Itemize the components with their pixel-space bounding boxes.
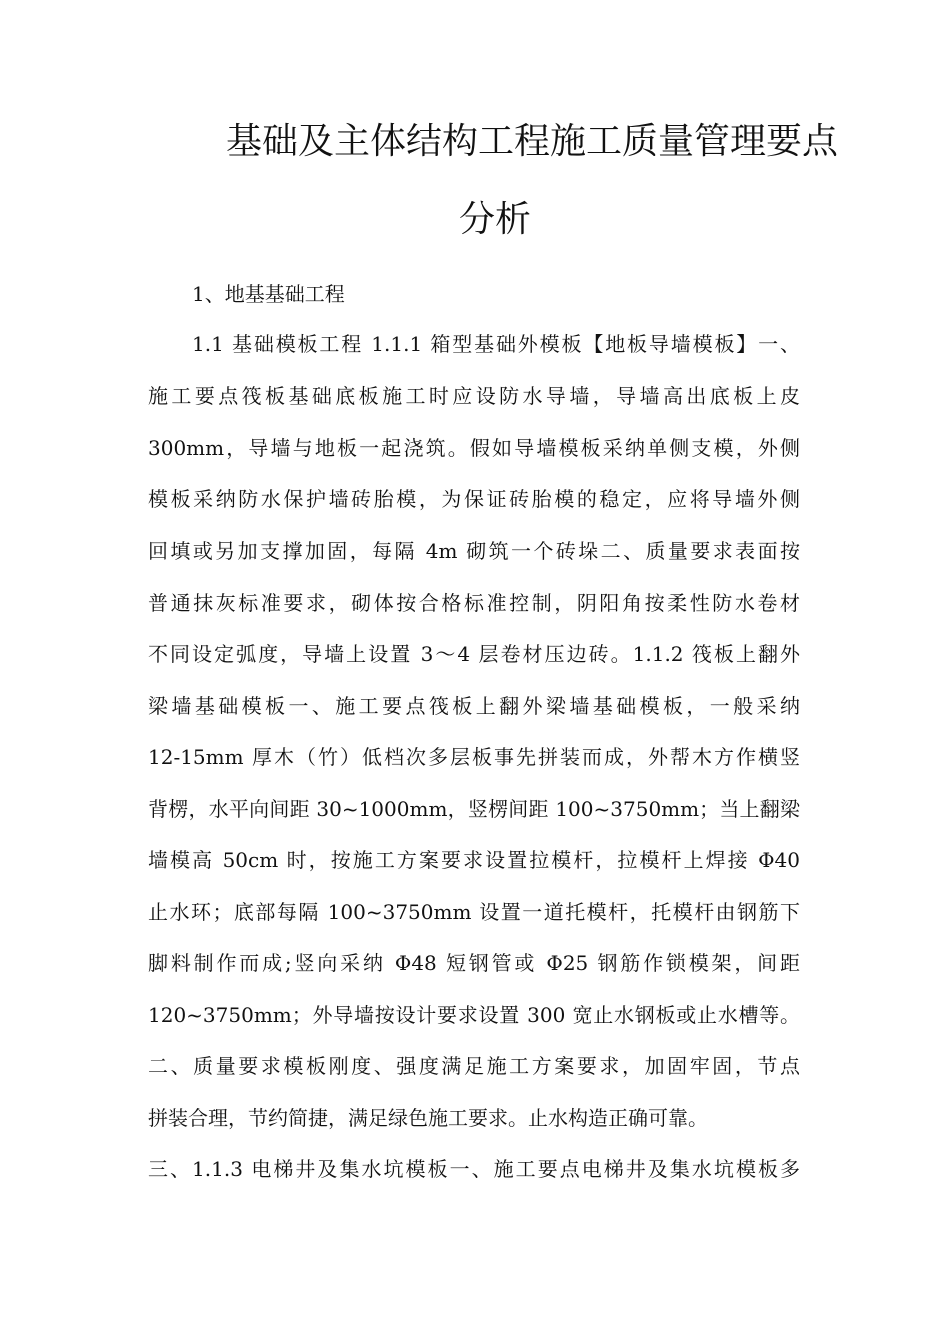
body-line: 施工要点筏板基础底板施工时应设防水导墙，导墙高出底板上皮	[148, 384, 800, 408]
document-title-line-2: 分析	[458, 199, 531, 240]
body-line: 梁墙基础模板一、施工要点筏板上翻外梁墙基础模板，一般采纳	[148, 694, 800, 718]
body-line: 二、质量要求模板刚度、强度满足施工方案要求，加固牢固，节点	[148, 1054, 800, 1078]
body-line: 背楞，水平向间距 30~1000mm，竖楞间距 100~3750mm；当上翻梁	[148, 797, 800, 821]
body-line: 300mm，导墙与地板一起浇筑。假如导墙模板采纳单侧支模，外侧	[148, 436, 800, 460]
section-heading: 1、地基基础工程	[192, 282, 345, 306]
body-line: 止水环；底部每隔 100~3750mm 设置一道托模杆，托模杆由钢筋下	[148, 900, 800, 924]
body-line: 不同设定弧度，导墙上设置 3～4 层卷材压边砖。1.1.2 筏板上翻外	[148, 642, 800, 666]
body-line: 1.1 基础模板工程 1.1.1 箱型基础外模板【地板导墙模板】一、	[192, 332, 800, 356]
body-line: 12-15mm 厚木（竹）低档次多层板事先拼装而成，外帮木方作横竖	[148, 745, 800, 769]
body-line: 模板采纳防水保护墙砖胎模，为保证砖胎模的稳定，应将导墙外侧	[148, 487, 800, 511]
body-line: 墙模高 50cm 时，按施工方案要求设置拉模杆，拉模杆上焊接 Φ40	[148, 848, 800, 872]
body-line: 三、1.1.3 电梯井及集水坑模板一、施工要点电梯井及集水坑模板多	[148, 1157, 800, 1181]
body-line: 120~3750mm；外导墙按设计要求设置 300 宽止水钢板或止水槽等。	[148, 1003, 800, 1027]
document-title-line-1: 基础及主体结构工程施工质量管理要点	[226, 121, 839, 162]
body-line: 拼装合理，节约简捷，满足绿色施工要求。止水构造正确可靠。	[148, 1106, 708, 1130]
body-line: 回填或另加支撑加固，每隔 4m 砌筑一个砖垛二、质量要求表面按	[148, 539, 800, 563]
body-line: 普通抹灰标准要求，砌体按合格标准控制，阴阳角按柔性防水卷材	[148, 591, 800, 615]
body-line: 脚料制作而成;竖向采纳 Φ48 短钢管或 Φ25 钢筋作锁模架，间距	[148, 951, 800, 975]
